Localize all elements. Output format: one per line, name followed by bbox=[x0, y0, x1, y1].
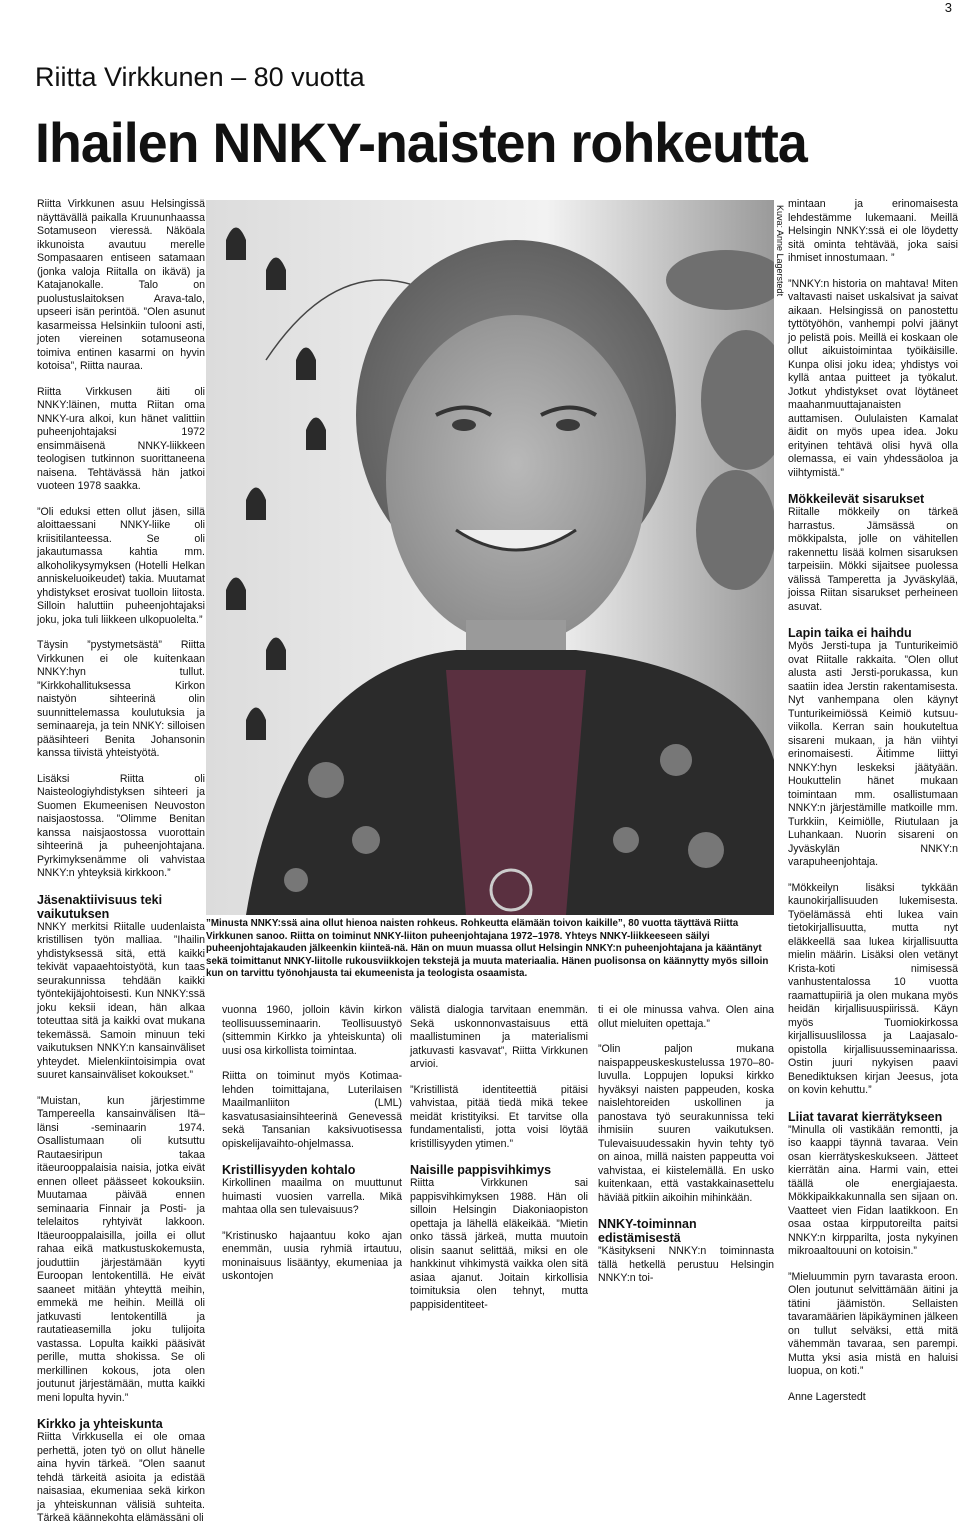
paragraph: Kirkollinen maailma on muuttunut huimasti vuosien varrella. Mikä mahtaa olla sen tulevaisuus? bbox=[222, 1177, 402, 1216]
subheading: Kirkko ja yhteiskunta bbox=[37, 1417, 163, 1431]
paragraph: ”Käsitykseni NNKY:n toiminnasta tällä hetkellä perustuu Helsingin NNKY:n toi- bbox=[598, 1245, 774, 1284]
subheading: Liiat tavarat kierrätykseen bbox=[788, 1109, 943, 1124]
paragraph: Riitta Virkkunen asuu Helsingissä näyttävällä paikalla Kruununhaassa Sotamuseon vieressä. Näköala ikkunoista avautuu merelle Sompasaaren entiseen satamaan (jonka valoja Riitalla on ikävä) ja Katajanokalle. Talo on puolustuslaitoksen Arava-talo, upseeri isän perintöä. ”Olen asunut kasarmeissa Helsinkiin tulooni asti, joten viereinen sotamuseona toimiva entinen kasarmi on hyvin kotoisa”, Riitta nauraa. bbox=[37, 198, 205, 372]
article-headline: Ihailen NNKY-naisten rohkeutta bbox=[35, 111, 807, 174]
paragraph: Täysin ”pystymetsästä” Riitta Virkkunen ei ole kuitenkaan NNKY:hyn tullut. ”Kirkkohallituksessa Kirkon naistyön sihteerinä olin suunnittelemassa koulutuksia ja seminaareja, ja tein NNKY: silloisen pääsihteeri Benita Johansonin kanssa tiivistä yhteistyötä. bbox=[37, 639, 205, 759]
paragraph: Riitta Virkkusen äiti oli NNKY:läinen, mutta Riitan oma NNKY-ura alkoi, kun hänet valittiin puheenjohtajaksi 1972 ensimmäisenä NNKY-liikkeen teologisen tutkinnon suorittaneena naisena. Tehtävässä hän jatkoi vuoteen 1978 saakka. bbox=[37, 385, 205, 492]
subheading: Kristillisyyden kohtalo bbox=[222, 1163, 356, 1177]
paragraph: mintaan ja erinomaisesta lehdestämme lukemaani. Meillä Helsingin NNKY:ssä ei ole löydetty sitä ominta tehtävää, joka saisi ihmiset innostumaan. ” bbox=[788, 198, 958, 264]
paragraph: ti ei ole minussa vahva. Olen aina ollut mieluiten opettaja.” bbox=[598, 1004, 774, 1030]
paragraph: ”Mieluummin pyrn tavarasta eroon. Olen joutunut selvittämään äitini ja tätini jäämistön. Sellaisten tavaramäärien läpikäyminen jälkeen on tullut selväksi, että mitä vähemmän tavaraa, sen parempi. Mutta yksi asia mistä en haluisi luopua, on koti.” bbox=[788, 1270, 958, 1377]
paragraph: ”Mökkeilyn lisäksi tykkään kaunokirjallisuuden lukemisesta. Työelämässä ehti lukea vain tietokirjallisuutta, mutta nyt eläkkeellä saa lukea kirjallisuutta mielin määrin. Lisäksi olen vetänyt Krista-koti nimisessä vanhustentalossa 10 vuotta raamattupiiriä ja olen mukana myös heidän kirjallisuuspiirissä. Käyn myös Tuomiokirkossa kirjallisuuslilossa ja Laajasalo-opistolla kirjallisuusseminaarissa. Ostin juuri nykyisen paavi Benediktuksen kirjan Jeesus, jota on kovin kehuttu.” bbox=[788, 881, 958, 1096]
paragraph: ”Kristinusko hajaantuu koko ajan enemmän, uusia ryhmiä irtautuu, moninaisuus lisääntyy, ekumeniaa ja uskontojen bbox=[222, 1229, 402, 1282]
paragraph: Riitta on toiminut myös Kotimaa-lehden toimittajana, Luterilaisen Maailmanliiton (LML) kasvatusasiainsihteerinä Genevessä sekä Tansanian kaksivuotisessa opiskelijavaihto-ohjelmassa. bbox=[222, 1070, 402, 1150]
paragraph: Riitta Virkkusella ei ole omaa perhettä, joten työ on ollut hänelle aina hyvin tärkeä. ”Olen saanut tehdä tärkeitä asioita ja edistää naisasiaa, ekumeniaa sekä kirkon ja yhteiskunnan välisiä suhteita. Tärkeä käännekohta elämässäni oli bbox=[37, 1431, 205, 1524]
paragraph: ”NNKY:n historia on mahtava! Miten valtavasti naiset uskalsivat ja saivat aikaan. Helsingissä on panostettu tyttötyöhön, vanhempi polvi jäänyt jo pelistä pois. Meillä ei koskaan ole ollut aikuistoimintaa työikäisille. Kunpa olisi joku idea; yhdistys voi kyllä antaa puitteet ja työkalut. Jotkut yhdistykset ovat löytäneet maahanmuuttajanaisten auttamisen. Oululaisten Kamalat äidit on myös upea idea. Joku erityinen tehtävä olisi hyvä olla olemassa, ei vain yhdessäoloa ja viihtymistä.” bbox=[788, 277, 958, 479]
paragraph: Riitalle mökkeily on tärkeä harrastus. Jämsässä on mökkipalsta, jolle on vähitellen rakennettu lisää kolmen sisaruksen tarpeisiin. Mökki sijaitsee puolessa välissä Tamperetta ja Jyväskylää, joissa Riitan sisarukset perheineen asuvat. bbox=[788, 506, 958, 613]
author-signature: Anne Lagerstedt bbox=[788, 1390, 866, 1403]
text-column-2 bbox=[222, 1004, 402, 1296]
paragraph: ”Olin paljon mukana naispappeuskeskustelussa 1970–80-luvulla. Loppujen lopuksi kirkko hyväksyi naisten pappeuden, koska naislehtoreiden uskollinen ja panostava työ seurakunnissa teki ihmisiin suuren vaikutuksen. Tulevaisuudessakin hyvin tehty työ on ainoa, millä naisten pappeutta voi vahvistaa, ei kiistelemällä. En usko kuitenkaan, että vastakkainasettelu häviää pitkiin aikoihin mihinkään. bbox=[598, 1043, 774, 1204]
portrait-illustration bbox=[206, 200, 774, 915]
article-kicker: Riitta Virkkunen – 80 vuotta bbox=[35, 62, 365, 92]
subheading: Jäsenaktiivisuus teki vaikutuksen bbox=[37, 892, 163, 921]
subheading: Naisille pappisvihkimys bbox=[410, 1163, 552, 1177]
paragraph: ”Kristillistä identiteettiä pitäisi vahvistaa, pitää tiedä mikä tekee meidät kristityiksi. Et tarvitse olla fundamentalisti, jotta voisi löytää kristillisyyden ytimen.” bbox=[410, 1083, 588, 1150]
paragraph: ”Minulla oli vastikään remontti, ja iso kaappi täynnä tavaraa. Vein osan kierrätyskeskukseen. Jätteet kierrätän aina. Harmi vain, ettei täällä ole energiajaesta. Mökkipaikkakunnalla sen sijaan on. Vaatteet vien Fidan laatikkoon. En osaa ostaa kirpputoreilta paitsi NNKY:n kirpparilta, josta nykyinen mikroaaltouuni on kotoisin.” bbox=[788, 1123, 958, 1257]
paragraph: vuonna 1960, jolloin kävin kirkon teollisuusseminaarin. Teollisuustyö (sittemmin Kirkko ja yhteiskunta) oli uusi osa kirkollista toimintaa. bbox=[222, 1004, 402, 1057]
text-column-1 bbox=[37, 198, 205, 1538]
paragraph: ”Muistan, kun järjestimme Tampereella kansainvälisen Itä–länsi -seminaarin 1974. Osallistumaan oli kutsuttu Rautaesiripun takaa itäeurooppalaisia naisia, jotka eivät ennen olleet päässeet kokouksiin. Muutamaa päivää ennen seminaaria Finnair ja Posti- ja telelaitos ryhtyivät lakkoon. Itäeurooppalaisilla, joilla ei ollut rahaa eikä matkustuskokemusta, jouduttiin järjestämään kyyti Euroopan lentokentillä. He eivät saaneet mitään yhteyttä meihin, emmekä me heihin. Meillä oli jatkuvasti lentokentillä ja rautatieasemilla joku tulijoita vastassa. Lopulta kaikki pääsivät perille, mutta shokissa. Se oli merkillinen kokous, jota olen joutunut järjestämään, mutta kaikki meni lopulta hyvin.” bbox=[37, 1094, 205, 1404]
paragraph: Myös Jersti-tupa ja Tunturikeimiö ovat Riitalle rakkaita. ”Olen ollut alusta asti Jersti-porukassa, kun saatiin idea Jerstin rakentamisesta. Nyt vanhempana olen käynyt Tunturikeimiössä Keimiö kutsuu-viikolla. Kerran sain houkuteltua sisareni mukaan, ja hän viihtyi erinomaisesti. Äitimme liittyi NNKY:hyn leskeksi jäätyään. Houkuttelin hänet mukaan toimintaan mm. osallistumaan NNKY:n järjestämille matkoille mm. Turkkiin, Keimiölle, Riutulaan ja Luhankaan. Nuorin sisareni on Jyväskylän NNKY:n varapuheenjohtaja. bbox=[788, 640, 958, 868]
text-column-5 bbox=[788, 198, 958, 1416]
paragraph: NNKY merkitsi Riitalle uudenlaista kristillisen työn malliaa. ”Ihailin yhdistyksessä sitä, että kaikki tekivät vapaaehtoistyötä, kun taas seurakunnissa tehdään kaikki työntekijäjohtoisesti. Kun NNKY:ssä joku keksii idean, hän alkaa toteuttaa sitä ja kaikki ovat mukana tekemässä. Samoin minuun teki vaikutuksen NNKY:n kansainväliset yhteydet. Mielenkiintoisimpia ovat suuret kansainväliset kokoukset.” bbox=[37, 920, 205, 1081]
photo-credit: Kuva: Anne Lagerstedt bbox=[775, 205, 785, 297]
paragraph: ”Oli eduksi etten ollut jäsen, sillä aloittaessani NNKY-liike oli kriisitilanteessa. Se oli jakautumassa kahtia mm. alkoholikysymyksen (Hotelli Helkan anniskeluoikeudet) takia. Muutamat yhdistykset erosivat tuolloin liitosta. Silloin haluttiin puheenjohtajaksi joku, joka tuli liikkeen ulkopuolelta.” bbox=[37, 505, 205, 626]
subheading: Mökkeilevät sisarukset bbox=[788, 492, 925, 506]
subheading: NNKY-toiminnan edistämisestä bbox=[598, 1217, 697, 1245]
text-column-3 bbox=[410, 1004, 588, 1324]
photo-caption: ”Minusta NNKY:ssä aina ollut hienoa naisten rohkeus. Rohkeutta elämään toivon kaikille”, 80 vuotta täyttävä Riitta Virkkunen sanoo. Riitta on toiminut NNKY-liiton puheenjohtajana 1972–1978. Yhteys NNKY-liikkeeseen säilyi puheenjohtajakauden jälkeenkin kiinteä-nä. Hän on muun muassa ollut Helsingin NNKY:n puheenjohtajana ja kääntänyt sekä toimittanut NNKY-liitolle rukousviikkojen tekstejä ja muuta materiaalia. Hänen puolisonsa on käännytty myös silloin kun on tarvittu työnohjausta tai ekumeenista ja teologista osaamista. bbox=[206, 918, 769, 979]
subheading: Lapin taika ei haihdu bbox=[788, 626, 912, 640]
paragraph: Lisäksi Riitta oli Naisteologiyhdistyksen sihteeri ja Suomen Ekumeenisen Neuvoston naisjaostossa. ”Olimme Benitan kanssa naisjaostossa vuorottain sihteerinä ja puheenjohtajana. Pyrkimyksenämme oli vahvistaa NNKY:n yhteyksiä kirkkoon.” bbox=[37, 772, 205, 879]
text-column-4 bbox=[598, 1004, 774, 1298]
paragraph: välistä dialogia tarvitaan enemmän. Sekä uskonnonvastaisuus että maallistuminen ja materialismi jatkuvasti kasvavat”, Riitta Virkkunen arvioi. bbox=[410, 1004, 588, 1070]
portrait-photo bbox=[206, 200, 774, 915]
paragraph: Riitta Virkkunen sai pappisvihkimyksen 1988. Hän oli silloin Helsingin Diakoniaopiston opettaja ja lähellä eläkeikää. ”Mietin onko tässä järkeä, mutta muutoin olisin saanut selittää, miksi en ole hankkinut vihkimystä vaikka olen sitä asiaa ajanut. Joitain kirkollisia toimituksia olen tehnyt, mutta pappisidentiteet- bbox=[410, 1177, 588, 1311]
page-number: 3 bbox=[944, 0, 952, 15]
